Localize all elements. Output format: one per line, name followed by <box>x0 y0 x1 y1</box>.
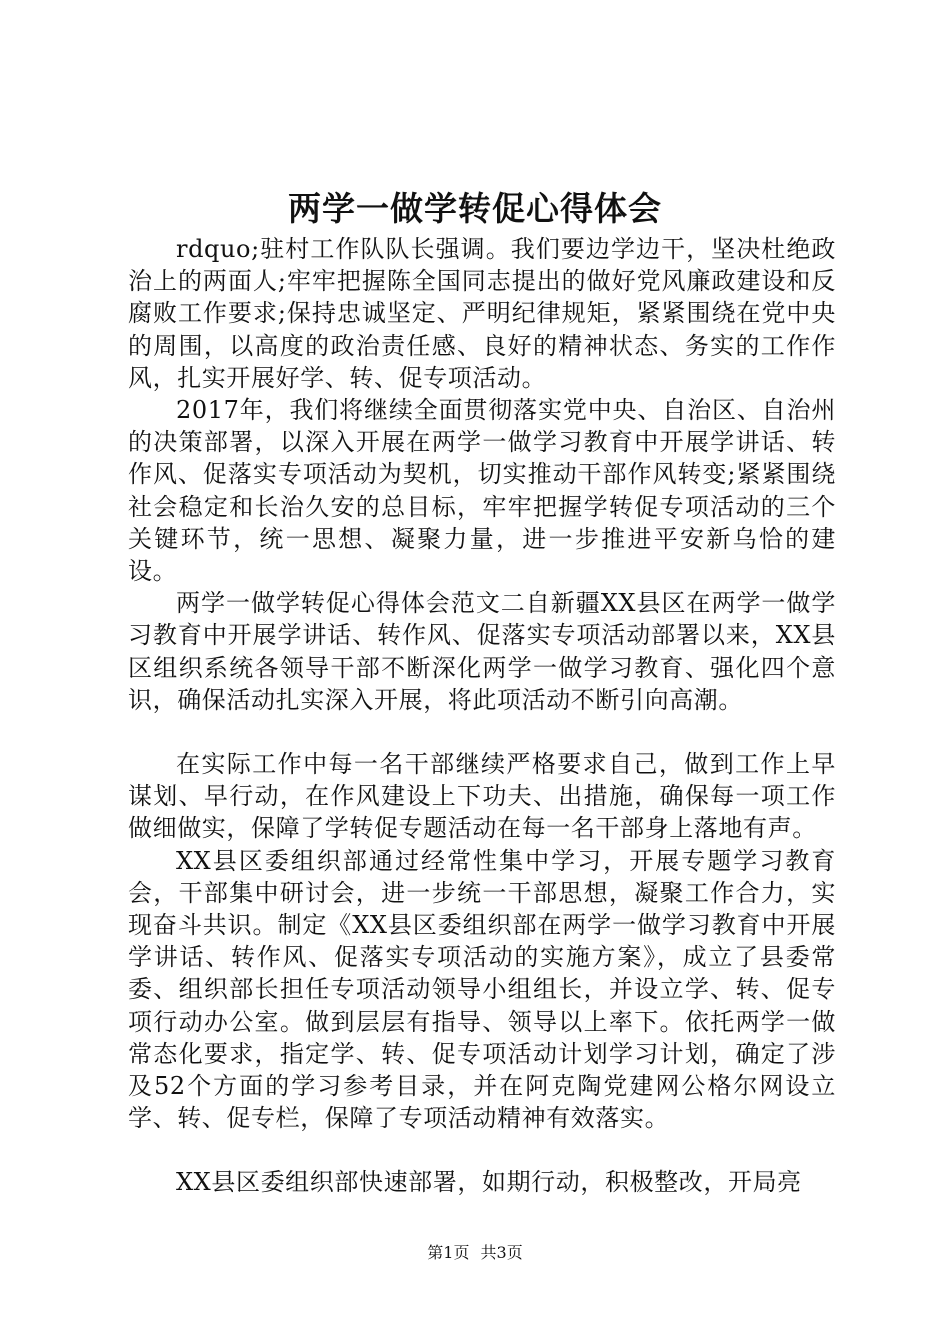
paragraph-5: XX县区委组织部通过经常性集中学习，开展专题学习教育会，干部集中研讨会，进一步统一干部思想，凝聚工作合力，实现奋斗共识。制定《XX县区委组织部在两学一做学习教育中开展学讲话、转作风、促落实专项活动的实施方案》，成立了县委常委、组织部长担任专项活动领导小组组长，并设立学、转、促专项行动办公室。做到层层有指导、领导以上率下。依托两学一做常态化要求，指定学、转、促专项活动计划学习计划，确定了涉及52个方面的学习参考目录，并在阿克陶党建网公格尔网设立学、转、促专栏，保障了专项活动精神有效落实。 <box>128 846 836 1133</box>
document-body <box>128 233 836 1199</box>
paragraph-2: 2017年，我们将继续全面贯彻落实党中央、自治区、自治州的决策部署，以深入开展在两学一做学习教育中开展学讲话、转作风、促落实专项活动为契机，切实推动干部作风转变;紧紧围绕社会稳定和长治久安的总目标，牢牢把握学转促专项活动的三个关键环节，统一思想、凝聚力量，进一步推进平安新乌恰的建设。 <box>128 396 836 586</box>
paragraph-6: XX县区委组织部快速部署，如期行动，积极整改，开局亮 <box>176 1168 802 1197</box>
paragraph-gap <box>128 1134 836 1166</box>
paragraph-3: 两学一做学转促心得体会范文二自新疆XX县区在两学一做学习教育中开展学讲话、转作风、促落实专项活动部署以来，XX县区组织系统各领导干部不断深化两学一做学习教育、强化四个意识，确保活动扎实深入开展，将此项活动不断引向高潮。 <box>128 589 836 714</box>
document-title: 两学一做学转促心得体会 <box>288 189 662 228</box>
paragraph-1: rdquo;驻村工作队队长强调。我们要边学边干，坚决杜绝政治上的两面人;牢牢把握陈全国同志提出的做好党风廉政建设和反腐败工作要求;保持忠诚坚定、严明纪律规矩，紧紧围绕在党中央的周围，以高度的政治责任感、良好的精神状态、务实的工作作风，扎实开展好学、转、促专项活动。 <box>128 235 836 392</box>
paragraph-4: 在实际工作中每一名干部继续严格要求自己，做到工作上早谋划、早行动，在作风建设上下功夫、出措施，确保每一项工作做细做实，保障了学转促专题活动在每一名干部身上落地有声。 <box>128 750 836 843</box>
page-footer <box>0 1242 950 1264</box>
page-total: 共3页 <box>480 1243 523 1262</box>
page-number: 第1页 <box>427 1243 470 1262</box>
paragraph-gap <box>128 716 836 748</box>
